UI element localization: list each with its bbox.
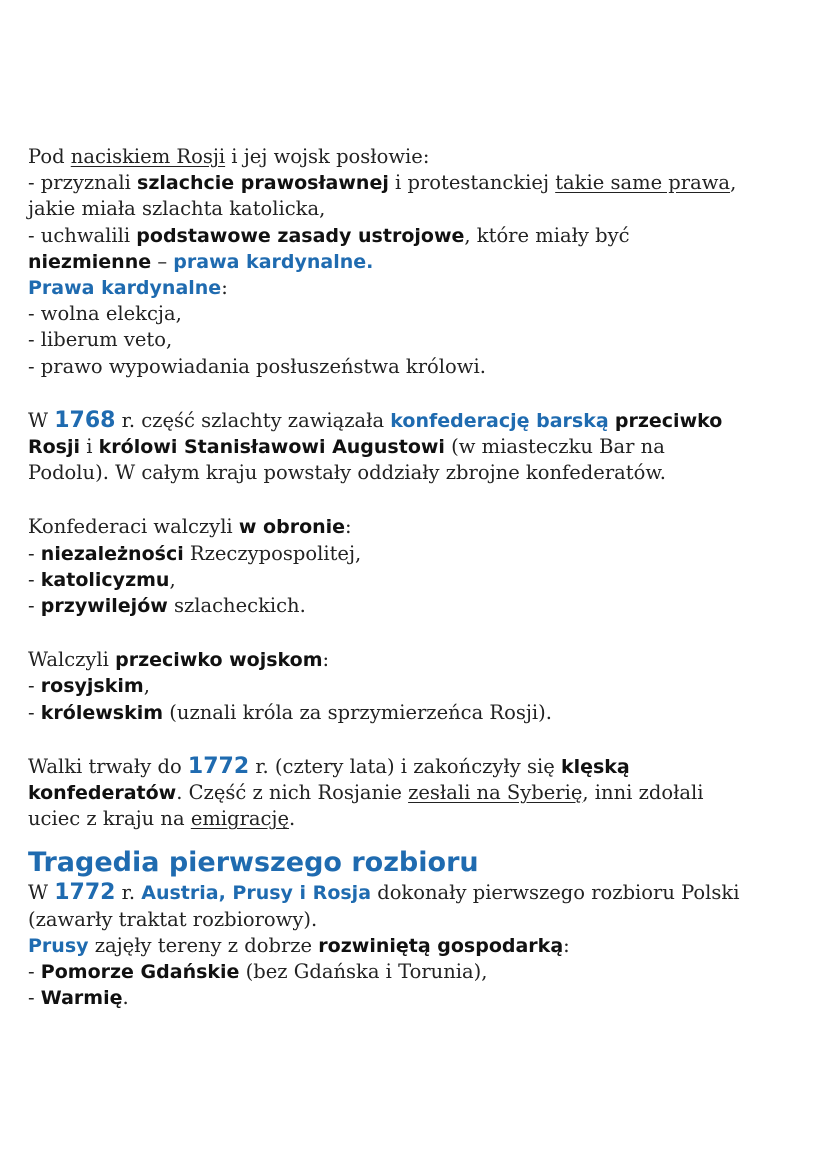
paragraph-line: Walki trwały do 1772 r. (cztery lata) i zakończyły się klęską: [28, 753, 630, 779]
paragraph-line: Podolu). W całym kraju powstały oddziały zbrojne konfederatów.: [28, 461, 666, 485]
list-item: - wolna elekcja,: [28, 302, 182, 326]
bold-text: królewskim: [40, 701, 164, 724]
list-item: - katolicyzmu,: [28, 567, 176, 591]
underlined-text: naciskiem Rosji: [70, 145, 226, 168]
bold-text: rozwiniętą gospodarką: [318, 934, 564, 957]
bold-text: Rosji: [28, 436, 81, 459]
paragraph-line: Walczyli przeciwko wojskom:: [28, 648, 330, 672]
bold-text: przywilejów: [40, 595, 168, 618]
bold-text: katolicyzmu: [40, 568, 170, 591]
highlight-term: Prusy: [28, 934, 89, 957]
list-item: - Warmię.: [28, 986, 129, 1010]
list-item: - niezależności Rzeczypospolitej,: [28, 541, 362, 565]
list-item: - prawo wypowiadania posłuszeństwa królowi.: [28, 354, 486, 378]
underlined-text: takie same prawa: [555, 171, 731, 195]
highlight-term: Austria, Prusy i Rosja: [141, 882, 372, 905]
subheading-line: Prawa kardynalne:: [28, 276, 228, 300]
section-pierwszy-rozbior: [28, 846, 808, 1011]
list-item: - rosyjskim,: [28, 674, 150, 698]
section-prawa-kardynalne: [28, 144, 808, 380]
list-item: - przywilejów szlacheckich.: [28, 594, 306, 618]
section-konfederacja-barska: [28, 408, 808, 487]
bold-text: konfederatów: [28, 782, 177, 805]
bold-text: szlachcie prawosławnej: [137, 172, 389, 195]
bold-text: podstawowe zasady ustrojowe: [136, 224, 465, 247]
list-item: - uchwalili podstawowe zasady ustrojowe, które miały być: [28, 223, 630, 247]
paragraph-line: uciec z kraju na emigrację.: [28, 807, 296, 831]
year-highlight: 1772: [54, 880, 116, 906]
highlight-term: prawa kardynalne.: [173, 250, 374, 273]
year-highlight: 1768: [54, 407, 116, 433]
document-page: [28, 144, 808, 1011]
paragraph-line: konfederatów. Część z nich Rosjanie zesłali na Syberię, inni zdołali: [28, 781, 704, 805]
paragraph-line: Prusy zajęły tereny z dobrze rozwiniętą gospodarką:: [28, 933, 570, 957]
bold-text: królowi Stanisławowi Augustowi: [98, 436, 445, 459]
year-highlight: 1772: [187, 753, 250, 779]
list-item: - Pomorze Gdańskie (bez Gdańska i Torunia),: [28, 960, 488, 984]
paragraph-line: niezmienne – prawa kardynalne.: [28, 249, 374, 273]
bold-text: przeciwko: [614, 409, 723, 432]
paragraph-line: jakie miała szlachta katolicka,: [28, 197, 326, 221]
paragraph-line: Rosji i królowi Stanisławowi Augustowi (w miasteczku Bar na: [28, 435, 665, 459]
underlined-text: zesłali na Syberię: [408, 781, 583, 805]
list-item: - przyznali szlachcie prawosławnej i protestanckiej takie same prawa,: [28, 171, 737, 195]
bold-text: niezależności: [40, 542, 184, 565]
list-item: - królewskim (uznali króla za sprzymierzeńca Rosji).: [28, 700, 552, 724]
paragraph-line: (zawarły traktat rozbiorowy).: [28, 907, 318, 931]
section-heading: Tragedia pierwszego rozbioru: [28, 847, 479, 879]
section-w-obronie: [28, 514, 808, 619]
bold-text: niezmienne: [28, 250, 152, 273]
highlight-term: konfederację barską: [390, 409, 609, 432]
list-item: - liberum veto,: [28, 328, 173, 352]
underlined-text: emigrację: [190, 807, 290, 831]
paragraph-line: W 1772 r. Austria, Prusy i Rosja dokonały pierwszego rozbioru Polski: [28, 880, 740, 906]
highlight-term: Prawa kardynalne: [28, 277, 222, 300]
section-przeciwko-wojskom: [28, 647, 808, 726]
paragraph-line: W 1768 r. część szlachty zawiązała konfederację barską przeciwko: [28, 407, 723, 433]
paragraph-line: Konfederaci walczyli w obronie:: [28, 515, 352, 539]
bold-text: w obronie: [238, 516, 346, 539]
bold-text: Pomorze Gdańskie: [40, 961, 240, 984]
bold-text: Warmię: [40, 987, 123, 1010]
paragraph-line: Pod naciskiem Rosji i jej wojsk posłowie:: [28, 145, 430, 168]
section-kleska: [28, 754, 808, 833]
bold-text: przeciwko wojskom: [115, 649, 323, 672]
bold-text: rosyjskim: [40, 675, 144, 698]
bold-text: klęską: [560, 755, 630, 778]
